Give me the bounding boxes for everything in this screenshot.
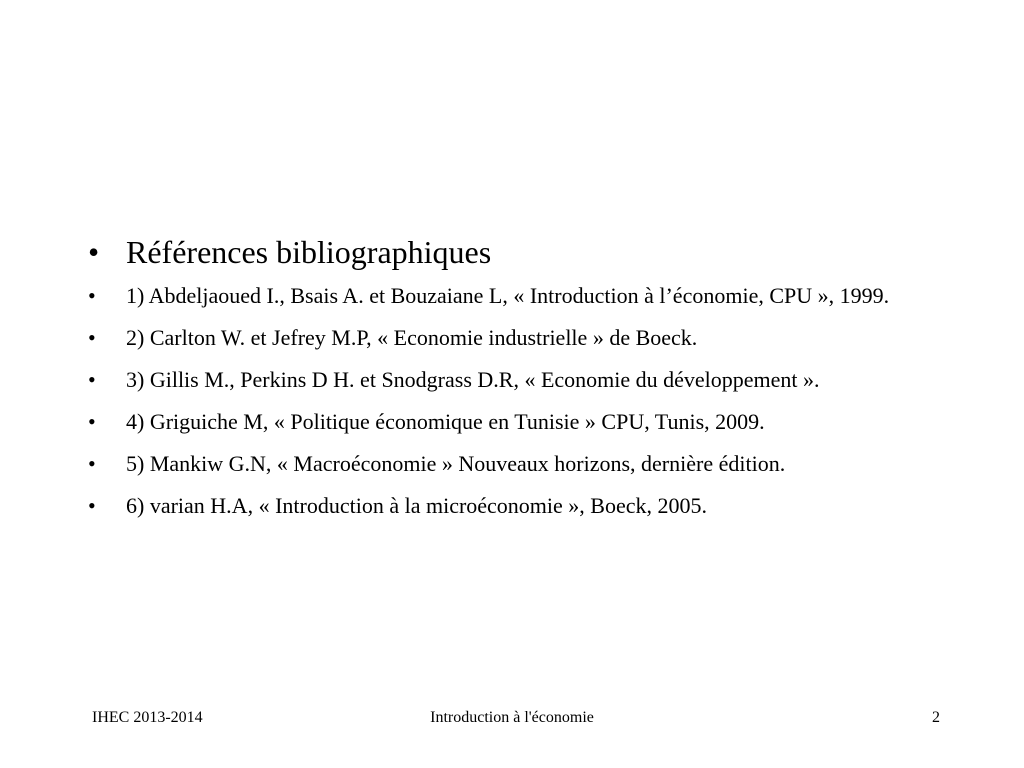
reference-text: 3) Gillis M., Perkins D H. et Snodgrass D.R, « Economie du développement ». — [126, 367, 820, 392]
footer-institution: IHEC 2013-2014 — [92, 709, 203, 726]
bullet-icon: • — [88, 409, 96, 434]
reference-text: 6) varian H.A, « Introduction à la microéconomie », Boeck, 2005. — [126, 493, 708, 518]
footer-title: Introduction à l'économie — [430, 709, 594, 726]
reference-text: 2) Carlton W. et Jefrey M.P, « Economie industrielle » de Boeck. — [126, 325, 698, 350]
bullet-icon: • — [88, 451, 96, 476]
bullet-icon: • — [88, 283, 96, 308]
reference-text: 4) Griguiche M, « Politique économique en Tunisie » CPU, Tunis, 2009. — [126, 409, 765, 434]
bullet-icon: • — [88, 493, 96, 518]
bullet-icon: • — [88, 367, 96, 392]
reference-item — [88, 490, 908, 522]
reference-item — [88, 364, 908, 396]
reference-item — [88, 280, 908, 312]
page-number: 2 — [932, 709, 940, 726]
slide-content — [88, 230, 908, 532]
reference-item — [88, 448, 908, 480]
bibliography-heading-item — [88, 230, 908, 274]
reference-item — [88, 322, 908, 354]
bibliography-list — [88, 230, 908, 522]
reference-text: 1) Abdeljaoued I., Bsais A. et Bouzaiane L, « Introduction à l’économie, CPU », 1999. — [126, 283, 890, 308]
bullet-icon: • — [88, 325, 96, 350]
reference-item — [88, 406, 908, 438]
bullet-icon: • — [88, 234, 100, 270]
reference-text: 5) Mankiw G.N, « Macroéconomie » Nouveaux horizons, dernière édition. — [126, 451, 786, 476]
bibliography-heading: Références bibliographiques — [126, 234, 492, 270]
